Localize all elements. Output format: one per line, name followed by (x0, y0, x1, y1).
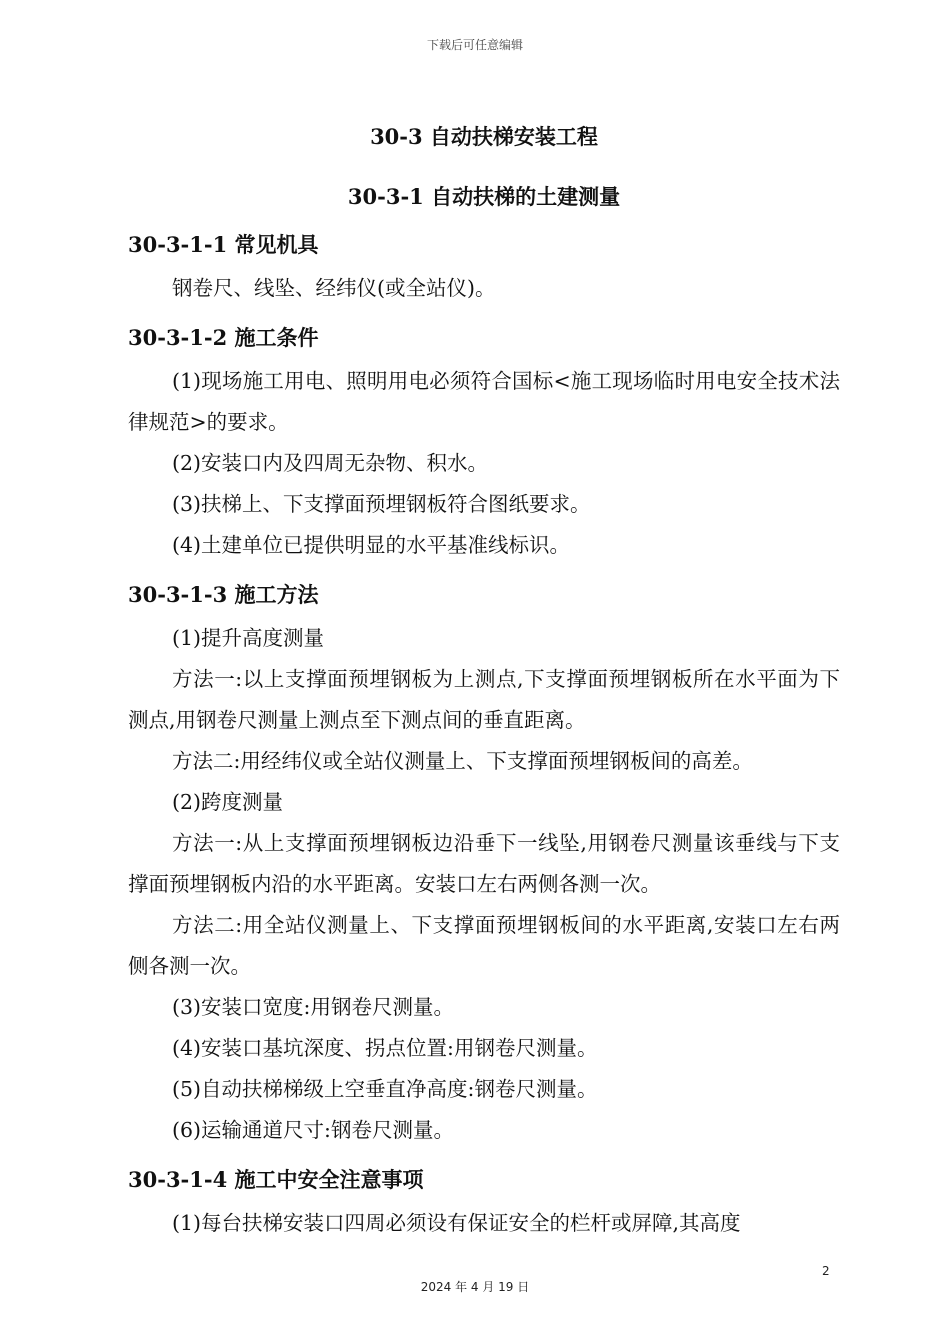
footer-date: 2024 年 4 月 19 日 (420, 1280, 530, 1294)
page-number: 2 (822, 1264, 830, 1278)
paragraph: (2)跨度测量 (172, 790, 284, 814)
paragraph: (1)提升高度测量 (172, 626, 325, 650)
paragraph: (2)安装口内及四周无杂物、积水。 (172, 451, 489, 475)
paragraph: (3)扶梯上、下支撑面预埋钢板符合图纸要求。 (172, 492, 591, 516)
paragraph: (4)安装口基坑深度、拐点位置:用钢卷尺测量。 (172, 1036, 598, 1060)
document-subtitle: 30-3-1 自动扶梯的土建测量 (347, 184, 621, 209)
section-common-tools (128, 226, 840, 309)
paragraph: (6)运输通道尺寸:钢卷尺测量。 (172, 1118, 454, 1142)
paragraph: 方法二:用经纬仪或全站仪测量上、下支撑面预埋钢板间的高差。 (172, 749, 753, 773)
paragraph: 方法一:以上支撑面预埋钢板为上测点,下支撑面预埋钢板所在水平面为下测点,用钢卷尺测量上测点至下测点间的垂直距离。 (128, 667, 840, 732)
section-construction-methods (128, 576, 840, 1151)
paragraph: 方法二:用全站仪测量上、下支撑面预埋钢板间的水平距离,安装口左右两侧各测一次。 (128, 913, 840, 978)
document-body (128, 118, 840, 1244)
paragraph: 方法一:从上支撑面预埋钢板边沿垂下一线坠,用钢卷尺测量该垂线与下支撑面预埋钢板内沿的水平距离。安装口左右两侧各测一次。 (128, 831, 840, 896)
document-title: 30-3 自动扶梯安装工程 (370, 124, 598, 149)
paragraph: (3)安装口宽度:用钢卷尺测量。 (172, 995, 454, 1019)
paragraph: (4)土建单位已提供明显的水平基准线标识。 (172, 533, 571, 557)
section-safety-notes (128, 1161, 840, 1244)
paragraph: (1)每台扶梯安装口四周必须设有保证安全的栏杆或屏障,其高度 (172, 1211, 741, 1235)
paragraph: 钢卷尺、线坠、经纬仪(或全站仪)。 (172, 276, 496, 300)
section-heading: 30-3-1-3 施工方法 (128, 582, 319, 607)
section-heading: 30-3-1-1 常见机具 (128, 232, 319, 257)
paragraph: (5)自动扶梯梯级上空垂直净高度:钢卷尺测量。 (172, 1077, 598, 1101)
header-note: 下载后可任意编辑 (426, 38, 523, 52)
section-construction-conditions (128, 319, 840, 566)
section-heading: 30-3-1-4 施工中安全注意事项 (128, 1167, 424, 1192)
section-heading: 30-3-1-2 施工条件 (128, 325, 319, 350)
paragraph: (1)现场施工用电、照明用电必须符合国标<施工现场临时用电安全技术法律规范>的要求。 (128, 369, 840, 434)
